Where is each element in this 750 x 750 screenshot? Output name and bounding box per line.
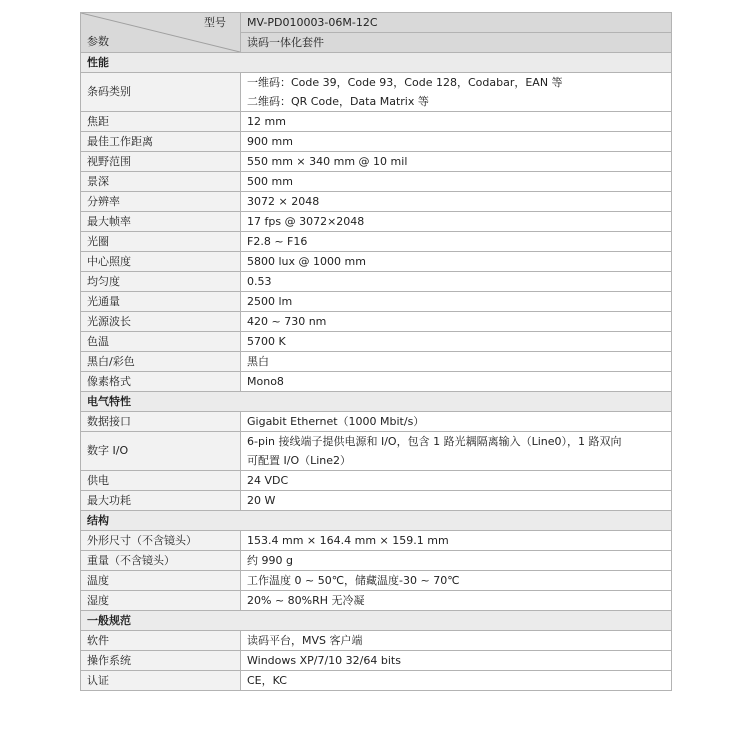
spec-value-line: 500 mm	[247, 174, 293, 188]
spec-value-line: 2500 lm	[247, 294, 293, 308]
spec-value	[241, 152, 672, 172]
spec-value-line: 900 mm	[247, 134, 293, 148]
spec-value-line: 6-pin 接线端子提供电源和 I/O，包含 1 路光耦隔离输入（Line0），1 路双向	[247, 435, 622, 448]
spec-row	[81, 332, 672, 352]
spec-table-body	[81, 13, 672, 691]
spec-row	[81, 192, 672, 212]
spec-value	[241, 631, 672, 651]
spec-value	[241, 212, 672, 232]
spec-value	[241, 252, 672, 272]
spec-value-line: 20% ~ 80%RH 无冷凝	[247, 593, 365, 607]
spec-value-line: 420 ~ 730 nm	[247, 314, 327, 328]
spec-label: 视野范围	[81, 152, 241, 172]
spec-label: 焦距	[81, 112, 241, 132]
spec-row	[81, 272, 672, 292]
spec-label: 软件	[81, 631, 241, 651]
spec-row	[81, 651, 672, 671]
spec-table	[80, 12, 672, 691]
spec-label: 均匀度	[81, 272, 241, 292]
spec-value	[241, 332, 672, 352]
spec-value-line: 黑白	[247, 354, 269, 368]
spec-row	[81, 571, 672, 591]
section-title: 电气特性	[81, 392, 672, 412]
spec-row	[81, 292, 672, 312]
section-header-row	[81, 511, 672, 531]
spec-value	[241, 412, 672, 432]
spec-label: 黑白/彩色	[81, 352, 241, 372]
spec-value	[241, 312, 672, 332]
spec-label: 供电	[81, 471, 241, 491]
spec-label: 分辨率	[81, 192, 241, 212]
spec-row	[81, 412, 672, 432]
spec-value-line: 可配置 I/O（Line2）	[247, 454, 352, 467]
spec-label: 最大帧率	[81, 212, 241, 232]
spec-value	[241, 571, 672, 591]
spec-value	[241, 192, 672, 212]
spec-label: 光圈	[81, 232, 241, 252]
spec-row	[81, 352, 672, 372]
spec-value-line: Gigabit Ethernet（1000 Mbit/s）	[247, 414, 425, 428]
spec-label: 操作系统	[81, 651, 241, 671]
spec-value	[241, 471, 672, 491]
spec-value-line: Windows XP/7/10 32/64 bits	[247, 653, 401, 667]
spec-label: 景深	[81, 172, 241, 192]
spec-value	[241, 432, 672, 471]
spec-value	[241, 172, 672, 192]
spec-value-line: 20 W	[247, 493, 276, 507]
spec-value-line: 约 990 g	[247, 553, 293, 567]
spec-row	[81, 372, 672, 392]
spec-label: 光通量	[81, 292, 241, 312]
spec-value	[241, 292, 672, 312]
spec-value-line: 153.4 mm × 164.4 mm × 159.1 mm	[247, 533, 449, 547]
spec-value	[241, 73, 672, 112]
spec-value	[241, 551, 672, 571]
spec-label: 重量（不含镜头）	[81, 551, 241, 571]
spec-label: 中心照度	[81, 252, 241, 272]
spec-row	[81, 232, 672, 252]
spec-label: 湿度	[81, 591, 241, 611]
section-title: 一般规范	[81, 611, 672, 631]
spec-value-line: 3072 × 2048	[247, 194, 320, 208]
spec-value-line: 一维码：Code 39，Code 93，Code 128，Codabar，EAN 等	[247, 76, 563, 89]
spec-row	[81, 212, 672, 232]
spec-label: 像素格式	[81, 372, 241, 392]
spec-value	[241, 112, 672, 132]
spec-label: 最佳工作距离	[81, 132, 241, 152]
spec-label: 认证	[81, 671, 241, 691]
spec-value	[241, 671, 672, 691]
spec-value-line: 550 mm × 340 mm @ 10 mil	[247, 154, 408, 168]
spec-row	[81, 252, 672, 272]
spec-value-line: 二维码：QR Code，Data Matrix 等	[247, 95, 429, 108]
param-label: 参数	[87, 35, 109, 48]
spec-value	[241, 352, 672, 372]
section-header-row	[81, 53, 672, 73]
spec-value	[241, 232, 672, 252]
spec-row	[81, 631, 672, 651]
spec-value-line: 24 VDC	[247, 473, 289, 487]
product-name: 读码一体化套件	[241, 33, 672, 53]
spec-value-line: 工作温度 0 ~ 50℃，储藏温度-30 ~ 70℃	[247, 573, 460, 587]
spec-value	[241, 591, 672, 611]
spec-row	[81, 112, 672, 132]
spec-row	[81, 591, 672, 611]
header-row-model	[81, 13, 672, 33]
spec-value-line: 0.53	[247, 274, 272, 288]
spec-value	[241, 491, 672, 511]
spec-value	[241, 372, 672, 392]
spec-label: 外形尺寸（不含镜头）	[81, 531, 241, 551]
spec-row	[81, 551, 672, 571]
spec-value-line: 5700 K	[247, 334, 286, 348]
spec-row	[81, 152, 672, 172]
spec-value-line: F2.8 ~ F16	[247, 234, 308, 248]
spec-row	[81, 73, 672, 112]
model-value: MV-PD010003-06M-12C	[241, 13, 672, 33]
spec-label: 温度	[81, 571, 241, 591]
spec-value-line: CE，KC	[247, 673, 287, 687]
spec-value	[241, 651, 672, 671]
spec-value-line: 17 fps @ 3072×2048	[247, 214, 365, 228]
spec-label: 条码类别	[81, 73, 241, 112]
spec-label: 数据接口	[81, 412, 241, 432]
spec-row	[81, 531, 672, 551]
spec-label: 光源波长	[81, 312, 241, 332]
section-header-row	[81, 392, 672, 412]
spec-row	[81, 312, 672, 332]
spec-value-line: 读码平台，MVS 客户端	[247, 633, 363, 647]
section-title: 性能	[81, 53, 672, 73]
spec-value	[241, 272, 672, 292]
spec-label: 数字 I/O	[81, 432, 241, 471]
spec-value	[241, 531, 672, 551]
spec-row	[81, 491, 672, 511]
spec-row	[81, 172, 672, 192]
section-header-row	[81, 611, 672, 631]
spec-value-line: Mono8	[247, 374, 284, 388]
spec-row	[81, 471, 672, 491]
model-label: 型号	[204, 16, 226, 29]
spec-row	[81, 432, 672, 471]
spec-row	[81, 132, 672, 152]
spec-value-line: 5800 lux @ 1000 mm	[247, 254, 366, 268]
diagonal-header-cell	[81, 13, 241, 53]
spec-value-line: 12 mm	[247, 114, 286, 128]
section-title: 结构	[81, 511, 672, 531]
spec-value	[241, 132, 672, 152]
spec-row	[81, 671, 672, 691]
spec-label: 最大功耗	[81, 491, 241, 511]
spec-label: 色温	[81, 332, 241, 352]
